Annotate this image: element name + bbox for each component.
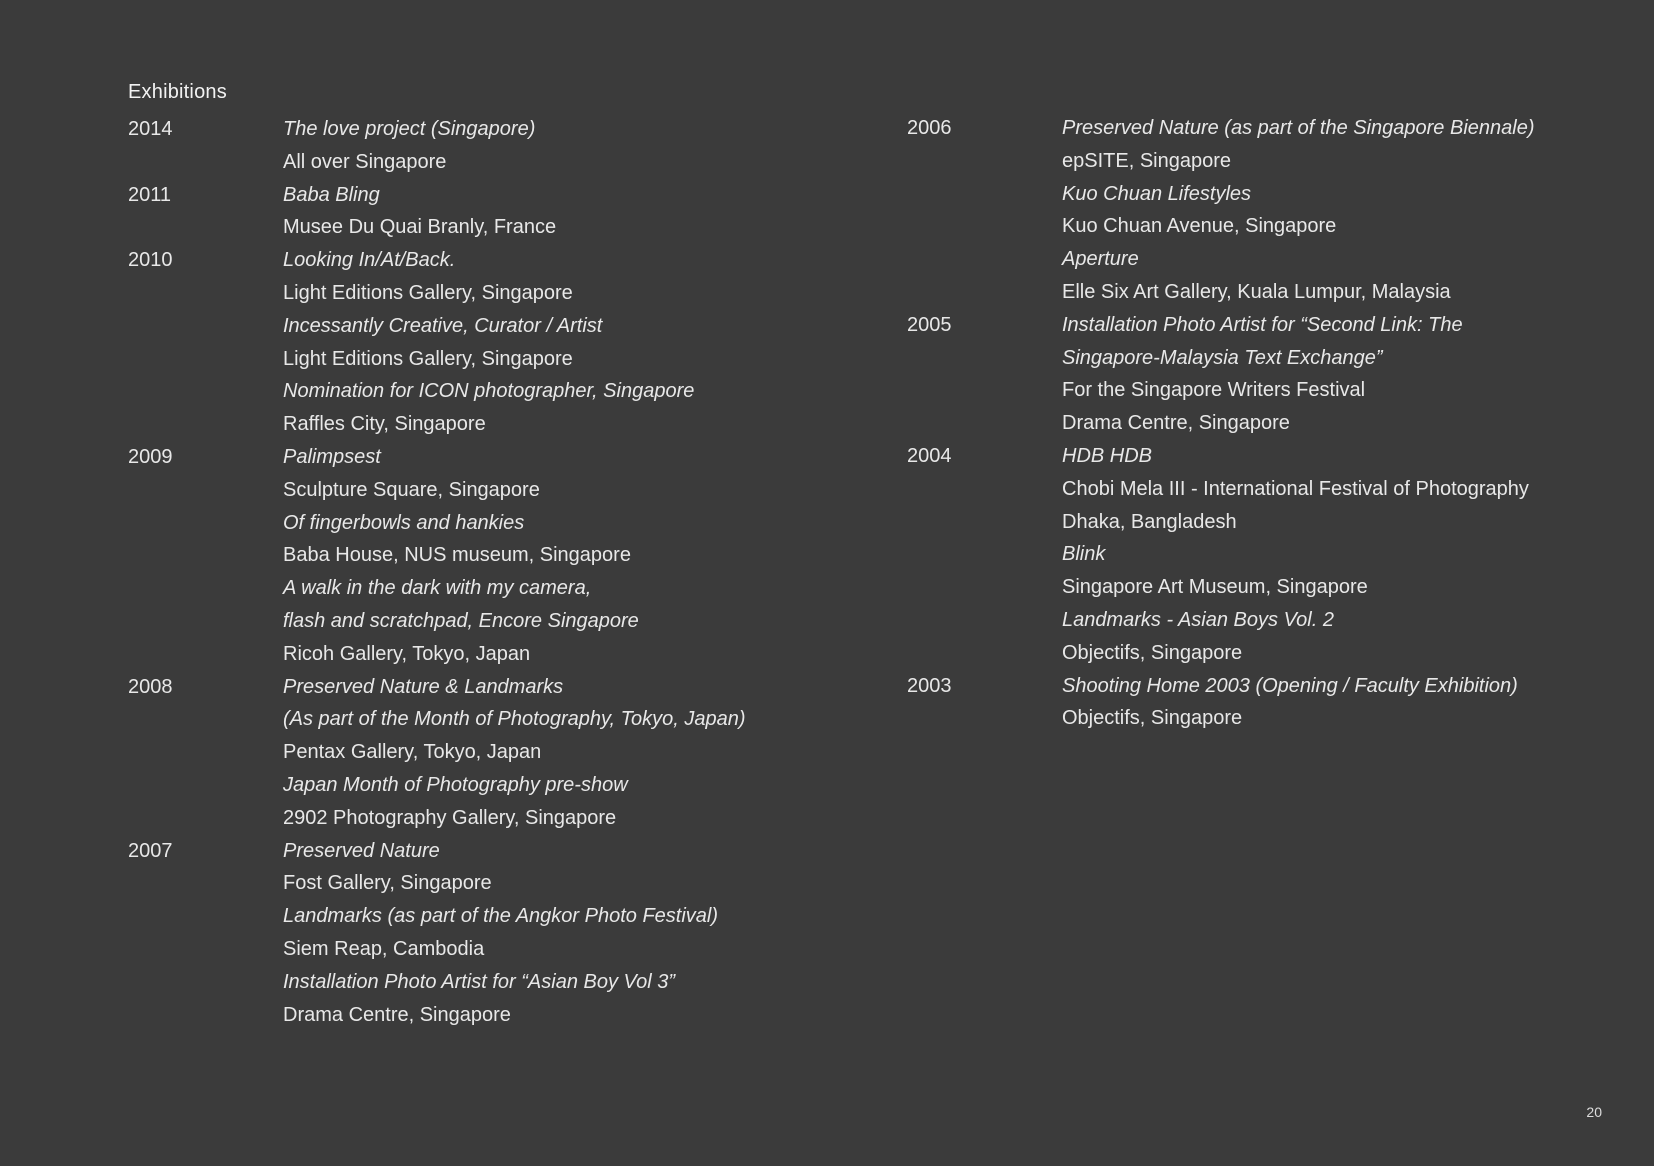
exhibition-title: Kuo Chuan Lifestyles xyxy=(1062,182,1252,205)
exhibition-title: A walk in the dark with my camera, xyxy=(283,577,592,600)
exhibition-title: Preserved Nature & Landmarks xyxy=(283,675,564,698)
exhibition-venue: Ricoh Gallery, Tokyo, Japan xyxy=(283,642,531,665)
exhibition-year-group xyxy=(128,244,746,441)
exhibition-lines xyxy=(1062,440,1529,670)
exhibition-title: flash and scratchpad, Encore Singapore xyxy=(283,609,639,632)
exhibition-year: 2004 xyxy=(907,444,952,467)
exhibition-year: 2005 xyxy=(907,313,952,336)
exhibition-year-group xyxy=(907,670,1535,736)
exhibition-venue: Drama Centre, Singapore xyxy=(1062,412,1290,435)
exhibition-lines xyxy=(283,113,535,179)
exhibition-year-group xyxy=(907,112,1535,309)
exhibition-title: The love project (Singapore) xyxy=(283,118,536,140)
exhibitions-left-column xyxy=(128,113,746,1031)
exhibitions-right-column xyxy=(907,112,1535,735)
exhibition-year: 2011 xyxy=(128,183,172,206)
exhibition-venue: Light Editions Gallery, Singapore xyxy=(283,347,573,370)
exhibition-year: 2003 xyxy=(907,674,952,697)
exhibition-venue: Pentax Gallery, Tokyo, Japan xyxy=(283,741,542,764)
exhibition-year-group xyxy=(128,835,746,1032)
exhibition-year: 2007 xyxy=(128,839,173,862)
exhibition-lines xyxy=(283,441,639,671)
exhibition-year: 2010 xyxy=(128,249,173,272)
exhibition-venue: Sculpture Square, Singapore xyxy=(283,478,540,501)
exhibition-venue: 2902 Photography Gallery, Singapore xyxy=(283,806,617,829)
exhibition-year-group xyxy=(128,671,746,835)
exhibition-year-group xyxy=(907,309,1535,440)
exhibition-year-group xyxy=(907,440,1535,670)
exhibition-title: Preserved Nature (as part of the Singapore Biennale) xyxy=(1062,117,1535,139)
exhibition-lines xyxy=(283,671,746,835)
exhibition-title: Japan Month of Photography pre-show xyxy=(283,773,628,796)
exhibition-lines xyxy=(283,835,718,1032)
exhibition-year: 2008 xyxy=(128,675,173,698)
exhibition-venue: For the Singapore Writers Festival xyxy=(1062,379,1366,402)
exhibition-title: Palimpsest xyxy=(283,445,381,468)
exhibition-venue: Objectifs, Singapore xyxy=(1062,641,1243,664)
exhibition-venue: Chobi Mela III - International Festival of Photography xyxy=(1062,477,1529,500)
exhibition-venue: Musee Du Quai Branly, France xyxy=(283,216,557,239)
exhibition-venue: Light Editions Gallery, Singapore xyxy=(283,281,573,304)
exhibition-venue: Siem Reap, Cambodia xyxy=(283,937,485,960)
exhibition-year-group xyxy=(128,113,746,179)
exhibition-venue: Kuo Chuan Avenue, Singapore xyxy=(1062,215,1337,238)
exhibition-venue: Dhaka, Bangladesh xyxy=(1062,510,1237,533)
exhibition-venue: Raffles City, Singapore xyxy=(283,413,486,436)
exhibition-lines xyxy=(283,244,694,441)
exhibition-title: Landmarks (as part of the Angkor Photo Festival) xyxy=(283,905,719,928)
exhibition-title: Installation Photo Artist for “Second Link: The xyxy=(1062,313,1463,336)
exhibition-title: Aperture xyxy=(1062,248,1139,271)
exhibition-title: Incessantly Creative, Curator / Artist xyxy=(283,314,603,337)
exhibition-year: 2009 xyxy=(128,445,173,468)
exhibition-title: Baba Bling xyxy=(283,183,380,206)
exhibition-year-group xyxy=(128,441,746,671)
page-number: 20 xyxy=(1586,1104,1602,1120)
exhibition-venue: Singapore Art Museum, Singapore xyxy=(1062,576,1368,599)
exhibition-year: 2014 xyxy=(128,118,173,140)
exhibition-title: Preserved Nature xyxy=(283,839,440,862)
exhibition-lines xyxy=(1062,309,1463,440)
exhibition-venue: Fost Gallery, Singapore xyxy=(283,872,492,895)
exhibition-lines xyxy=(283,179,556,245)
exhibition-venue: Baba House, NUS museum, Singapore xyxy=(283,544,631,567)
exhibition-title: Singapore-Malaysia Text Exchange” xyxy=(1062,346,1383,369)
exhibition-venue: Elle Six Art Gallery, Kuala Lumpur, Malaysia xyxy=(1062,280,1451,303)
exhibition-title: Looking In/At/Back. xyxy=(283,249,456,272)
exhibition-lines xyxy=(1062,670,1518,736)
exhibition-title: Of fingerbowls and hankies xyxy=(283,511,525,534)
exhibition-venue: Objectifs, Singapore xyxy=(1062,707,1243,730)
exhibition-title: Blink xyxy=(1062,543,1106,566)
exhibition-title: Nomination for ICON photographer, Singapore xyxy=(283,380,695,403)
exhibition-venue: epSITE, Singapore xyxy=(1062,149,1231,172)
exhibition-year: 2006 xyxy=(907,117,952,139)
exhibition-venue: All over Singapore xyxy=(283,150,447,173)
section-heading: Exhibitions xyxy=(128,81,227,103)
exhibition-title: Shooting Home 2003 (Opening / Faculty Exhibition) xyxy=(1062,674,1518,697)
exhibition-title: Installation Photo Artist for “Asian Boy Vol 3” xyxy=(283,970,676,993)
exhibition-title: Landmarks - Asian Boys Vol. 2 xyxy=(1062,608,1334,631)
exhibition-year-group xyxy=(128,179,746,245)
exhibition-title: HDB HDB xyxy=(1062,444,1153,467)
exhibition-lines xyxy=(1062,112,1535,309)
exhibition-title: (As part of the Month of Photography, Tokyo, Japan) xyxy=(283,708,746,731)
exhibition-venue: Drama Centre, Singapore xyxy=(283,1003,511,1026)
